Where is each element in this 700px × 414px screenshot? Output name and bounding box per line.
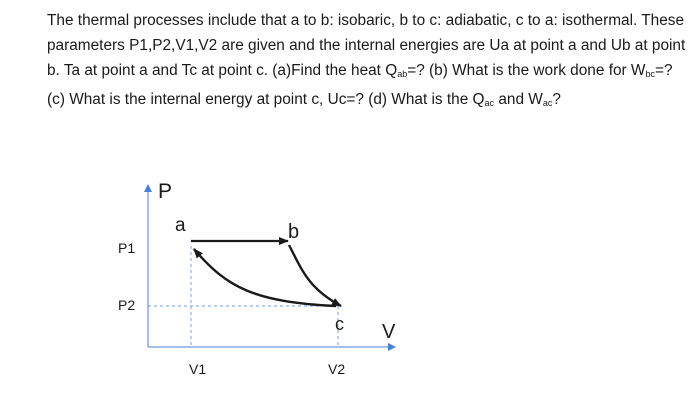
p1-tick-label: P1	[118, 240, 136, 256]
problem-text-3: =? (c) What is the internal energy at point c, Uc=? (d) What is the Q	[47, 62, 673, 108]
problem-text-5: ?	[552, 91, 561, 108]
problem-text-4: and W	[494, 91, 543, 108]
point-c-label: c	[335, 314, 344, 334]
p-axis-label: P	[158, 180, 173, 203]
point-a-label: a	[175, 215, 186, 236]
subscript-ac-q: ac	[484, 98, 495, 108]
process-c-to-a-isothermal	[194, 249, 336, 306]
v-axis-arrowhead	[388, 343, 396, 351]
subscript-ab: ab	[397, 69, 408, 79]
subscript-bc: bc	[645, 69, 655, 79]
subscript-ac-w: ac	[542, 98, 553, 108]
v1-tick-label: V1	[189, 361, 207, 377]
p-axis-arrowhead	[144, 184, 152, 192]
point-b-label: b	[288, 221, 300, 243]
problem-text-2: =? (b) What is the work done for W	[407, 62, 646, 79]
v2-tick-label: V2	[328, 361, 346, 377]
process-b-to-c-adiabatic	[289, 245, 341, 306]
p2-tick-label: P2	[118, 297, 136, 313]
v-axis-label: V	[382, 321, 396, 343]
problem-text-1: The thermal processes include that a to b: isobaric, b to c: adiabatic, c to a: isothermal. These parameters P1,P2,V1,V2 are given and the internal energies are Ua at point a and Ub at point b. Ta at point a and Tc at point c. (a)Find the heat Q	[47, 12, 686, 79]
